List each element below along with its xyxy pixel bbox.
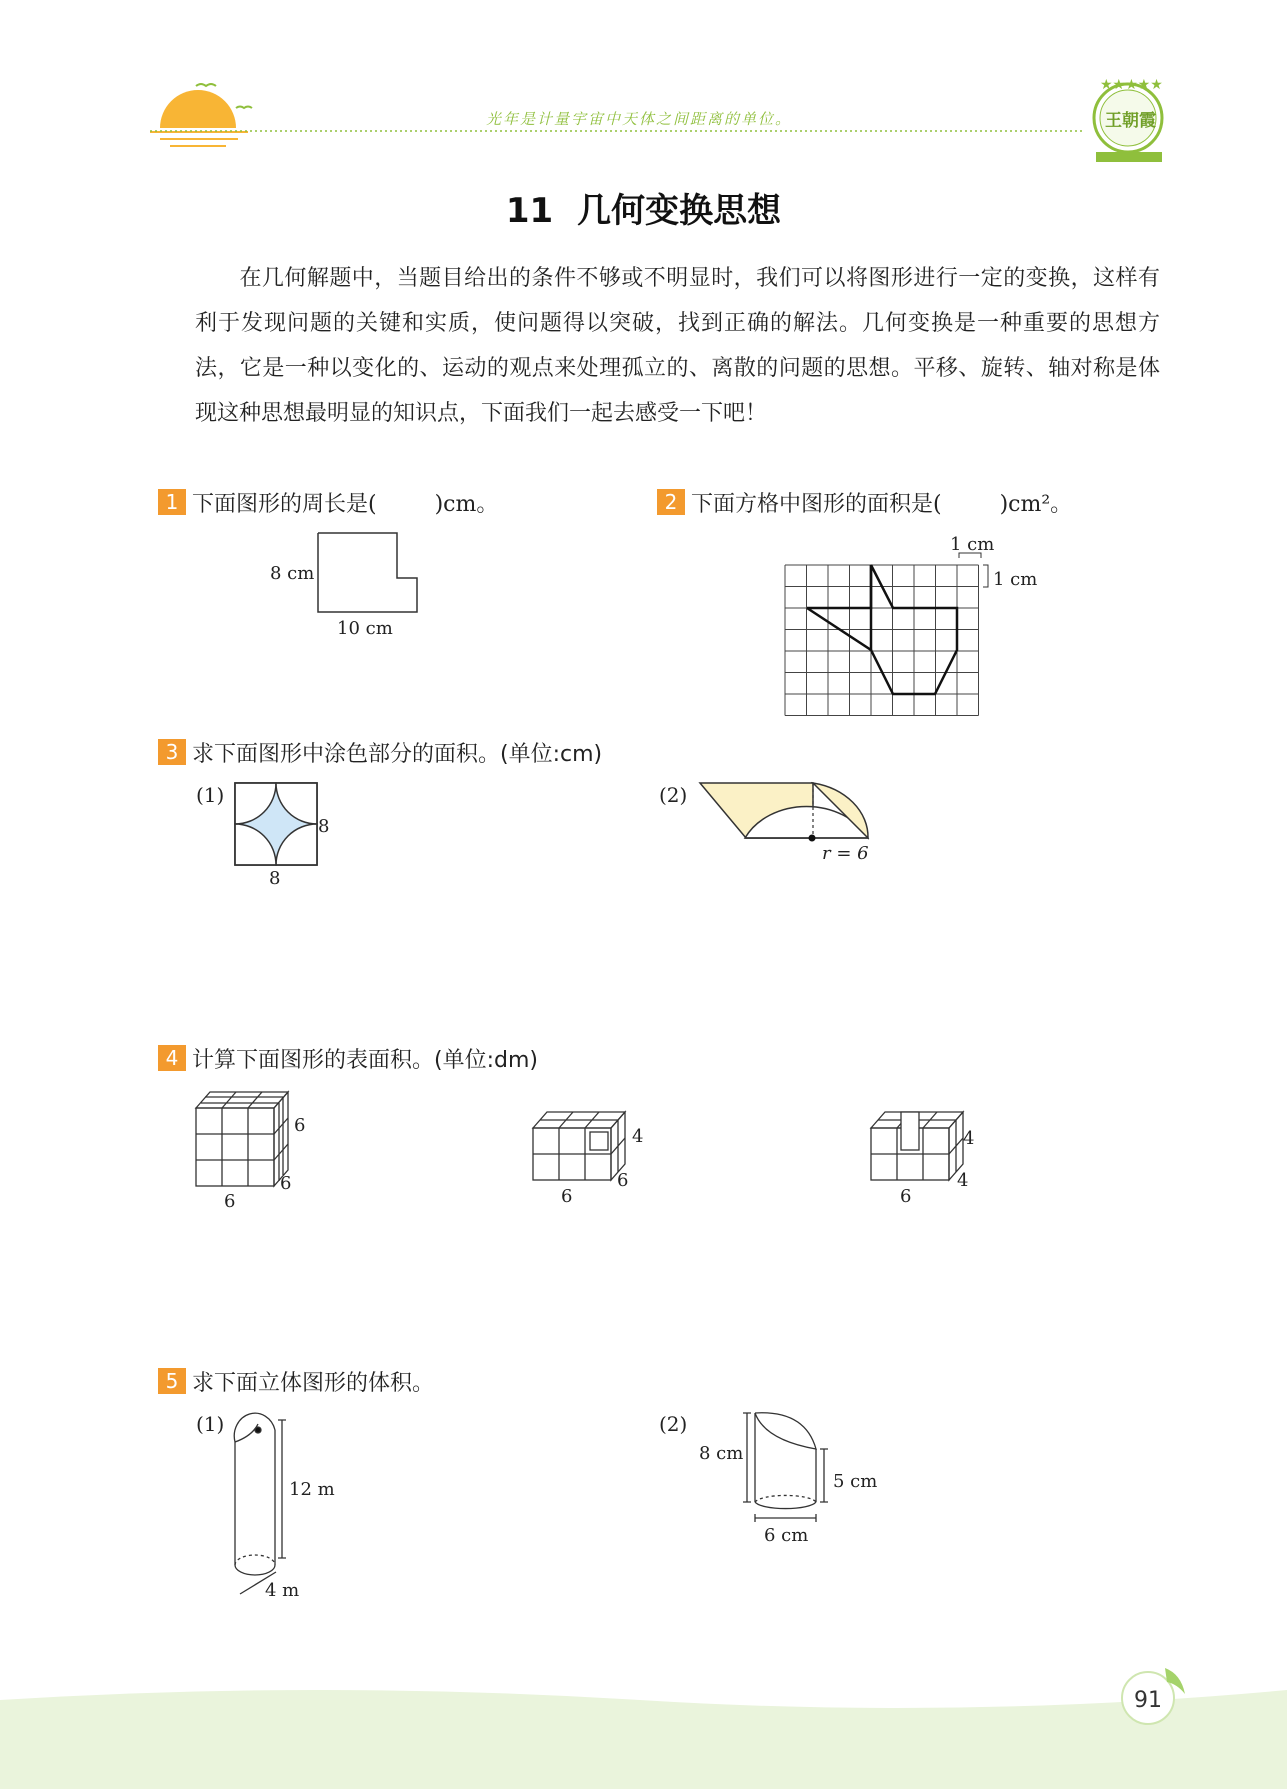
q3-radius-label: r = 6 [822, 843, 869, 864]
q1-width-label: 10 cm [337, 618, 393, 639]
q4-fig2-depth: 6 [617, 1170, 629, 1191]
q5-height-label: 12 m [289, 1479, 335, 1500]
q4-fig2-height: 4 [632, 1126, 644, 1147]
q3-side-right: 8 [318, 816, 330, 837]
q5-figure-2 [743, 1413, 828, 1522]
q3-badge: 3 [158, 739, 186, 765]
question-4 [158, 1043, 538, 1074]
q2-badge: 2 [657, 489, 685, 515]
q4-figure-2 [533, 1112, 625, 1180]
q2-grid [785, 553, 988, 716]
sun-icon [150, 84, 252, 146]
q5-figure-1 [234, 1413, 286, 1594]
q5-base-label: 6 cm [764, 1525, 809, 1546]
q4-figure-3 [871, 1112, 963, 1180]
q5-text: 求下面立体图形的体积。 [192, 1371, 435, 1396]
q4-fig1-width: 6 [224, 1191, 236, 1212]
question-1 [158, 487, 498, 518]
q2-unit-horizontal: 1 cm [950, 534, 995, 555]
q2-text: 下面方格中图形的面积是( [691, 492, 942, 517]
q5-tall-label: 8 cm [699, 1443, 744, 1464]
logo-text: 王朝霞 [1105, 111, 1156, 131]
page-title [0, 183, 1287, 232]
q1-badge: 1 [158, 489, 186, 515]
q3-figure-2 [700, 783, 868, 842]
question-5 [158, 1366, 434, 1397]
intro-paragraph [195, 256, 1160, 436]
q5-short-label: 5 cm [833, 1471, 878, 1492]
q4-fig3-width: 6 [900, 1186, 912, 1207]
q3-side-bottom: 8 [269, 868, 281, 889]
q2-unit-vertical: 1 cm [993, 569, 1038, 590]
q4-fig1-height: 6 [294, 1115, 306, 1136]
q5-badge: 5 [158, 1368, 186, 1394]
q4-badge: 4 [158, 1045, 186, 1071]
footer-wave [0, 1690, 1287, 1789]
q4-text: 计算下面图形的表面积。(单位:dm) [192, 1048, 538, 1073]
q1-text: 下面图形的周长是( [192, 492, 377, 517]
q3-figure-1 [235, 783, 317, 865]
q5-sub2-label: (2) [659, 1412, 688, 1436]
q1-height-label: 8 cm [270, 563, 315, 584]
logo-badge [1094, 77, 1163, 162]
page-number: 91 [1134, 1688, 1162, 1713]
q4-figure-1 [196, 1092, 288, 1186]
q1-figure [318, 533, 417, 612]
intro-text: 在几何解题中，当题目给出的条件不够或不明显时，我们可以将图形进行一定的变换，这样有利于发现问题的关键和实质，使问题得以突破，找到正确的解法。几何变换是一种重要的思想方法，它是一种以变化的、运动的观点来处理孤立的、离散的问题的思想。平移、旋转、轴对称是体现这种思想最明显的知识点，下面我们一起去感受一下吧！ [195, 266, 1160, 426]
q5-diameter-label: 4 m [265, 1580, 300, 1601]
title-number: 11 [505, 191, 554, 231]
question-2 [657, 487, 1072, 518]
question-3 [158, 737, 602, 768]
q4-fig3-depth: 4 [957, 1170, 969, 1191]
q3-sub2-label: (2) [659, 783, 688, 807]
q5-sub1-label: (1) [196, 1412, 225, 1436]
q3-sub1-label: (1) [196, 783, 225, 807]
q1-unit: )cm。 [434, 492, 499, 517]
q4-fig2-width: 6 [561, 1186, 573, 1207]
q4-fig3-height: 4 [963, 1128, 975, 1149]
title-text: 几何变换思想 [577, 191, 782, 231]
header-motto: 光年是计量宇宙中天体之间距离的单位。 [486, 110, 793, 128]
svg-text:★★★★★: ★★★★★ [1100, 77, 1163, 93]
q2-unit: )cm²。 [999, 492, 1073, 517]
q3-text: 求下面图形中涂色部分的面积。(单位:cm) [192, 742, 603, 767]
q4-fig1-depth: 6 [280, 1173, 292, 1194]
